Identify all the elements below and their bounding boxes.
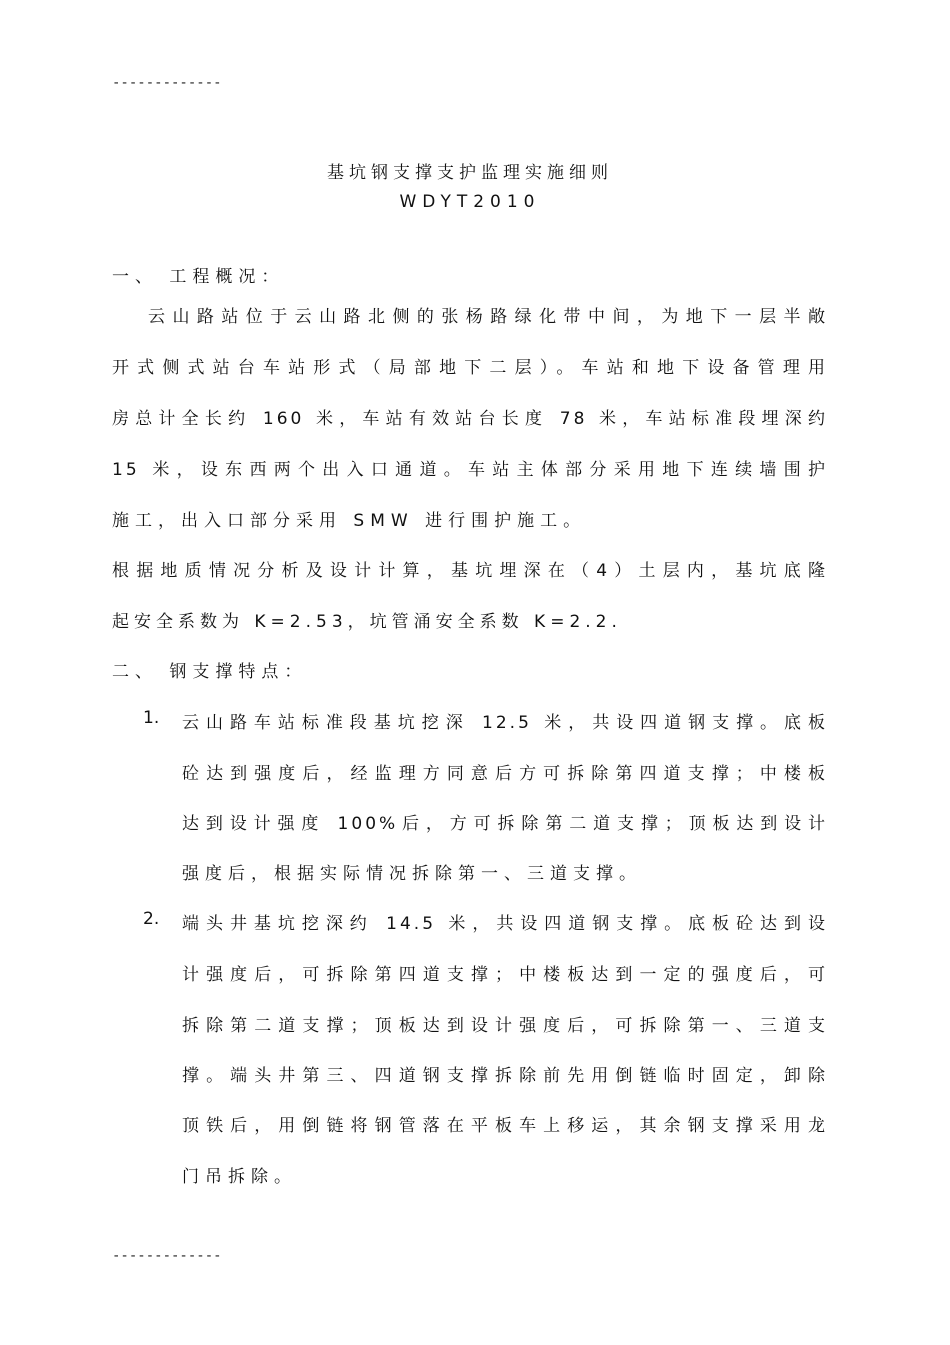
section-1-para-1-line-5: 施工，出入口部分采用 SMW 进行围护施工。 (112, 511, 587, 531)
section-1-para-1-line-1: 云山路站位于云山路北侧的张杨路绿化带中间，为地下一层半敞 (148, 307, 828, 327)
document-title: 基坑钢支撑支护监理实施细则 (327, 163, 613, 183)
section-1-heading: 一、 工程概况： (112, 267, 285, 287)
list-item-1-line-2: 砼达到强度后，经监理方同意后方可拆除第四道支撑；中楼板 (182, 764, 828, 784)
list-item-1-line-3: 达到设计强度 100%后，方可拆除第二道支撑；顶板达到设计 (182, 814, 828, 834)
document-code: WDYT2010 (399, 192, 541, 212)
list-item-1-number: 1. (143, 708, 160, 728)
list-item-2-line-4: 撑。端头井第三、四道钢支撑拆除前先用倒链临时固定，卸除 (182, 1066, 828, 1086)
list-item-2-line-1: 端头井基坑挖深约 14.5 米，共设四道钢支撑。底板砼达到设 (182, 914, 828, 934)
list-item-2-number: 2. (143, 909, 160, 929)
section-2-heading: 二、 钢支撑特点： (112, 662, 308, 682)
list-item-2-line-2: 计强度后，可拆除第四道支撑；中楼板达到一定的强度后，可 (182, 965, 828, 985)
list-item-2-line-5: 顶铁后，用倒链将钢管落在平板车上移运，其余钢支撑采用龙 (182, 1116, 828, 1136)
footer-rule: ------------- (112, 1248, 222, 1264)
section-1-para-1-line-4: 15 米，设东西两个出入口通道。车站主体部分采用地下连续墙围护 (112, 460, 828, 480)
section-1-para-1-line-2: 开式侧式站台车站形式（局部地下二层）。车站和地下设备管理用 (112, 358, 828, 378)
section-1-para-2-line-1: 根据地质情况分析及设计计算，基坑埋深在（4）土层内，基坑底隆 (112, 561, 828, 581)
section-1-para-1-line-3: 房总计全长约 160 米，车站有效站台长度 78 米，车站标准段埋深约 (112, 409, 828, 429)
list-item-2-line-6: 门吊拆除。 (182, 1167, 297, 1187)
header-rule: ------------- (112, 75, 222, 91)
list-item-1-line-1: 云山路车站标准段基坑挖深 12.5 米，共设四道钢支撑。底板 (182, 713, 828, 733)
list-item-1-line-4: 强度后，根据实际情况拆除第一、三道支撑。 (182, 864, 642, 884)
section-1-para-2-line-2: 起安全系数为 K=2.53，坑管涌安全系数 K=2.2. (112, 612, 622, 632)
list-item-2-line-3: 拆除第二道支撑；顶板达到设计强度后，可拆除第一、三道支 (182, 1016, 828, 1036)
